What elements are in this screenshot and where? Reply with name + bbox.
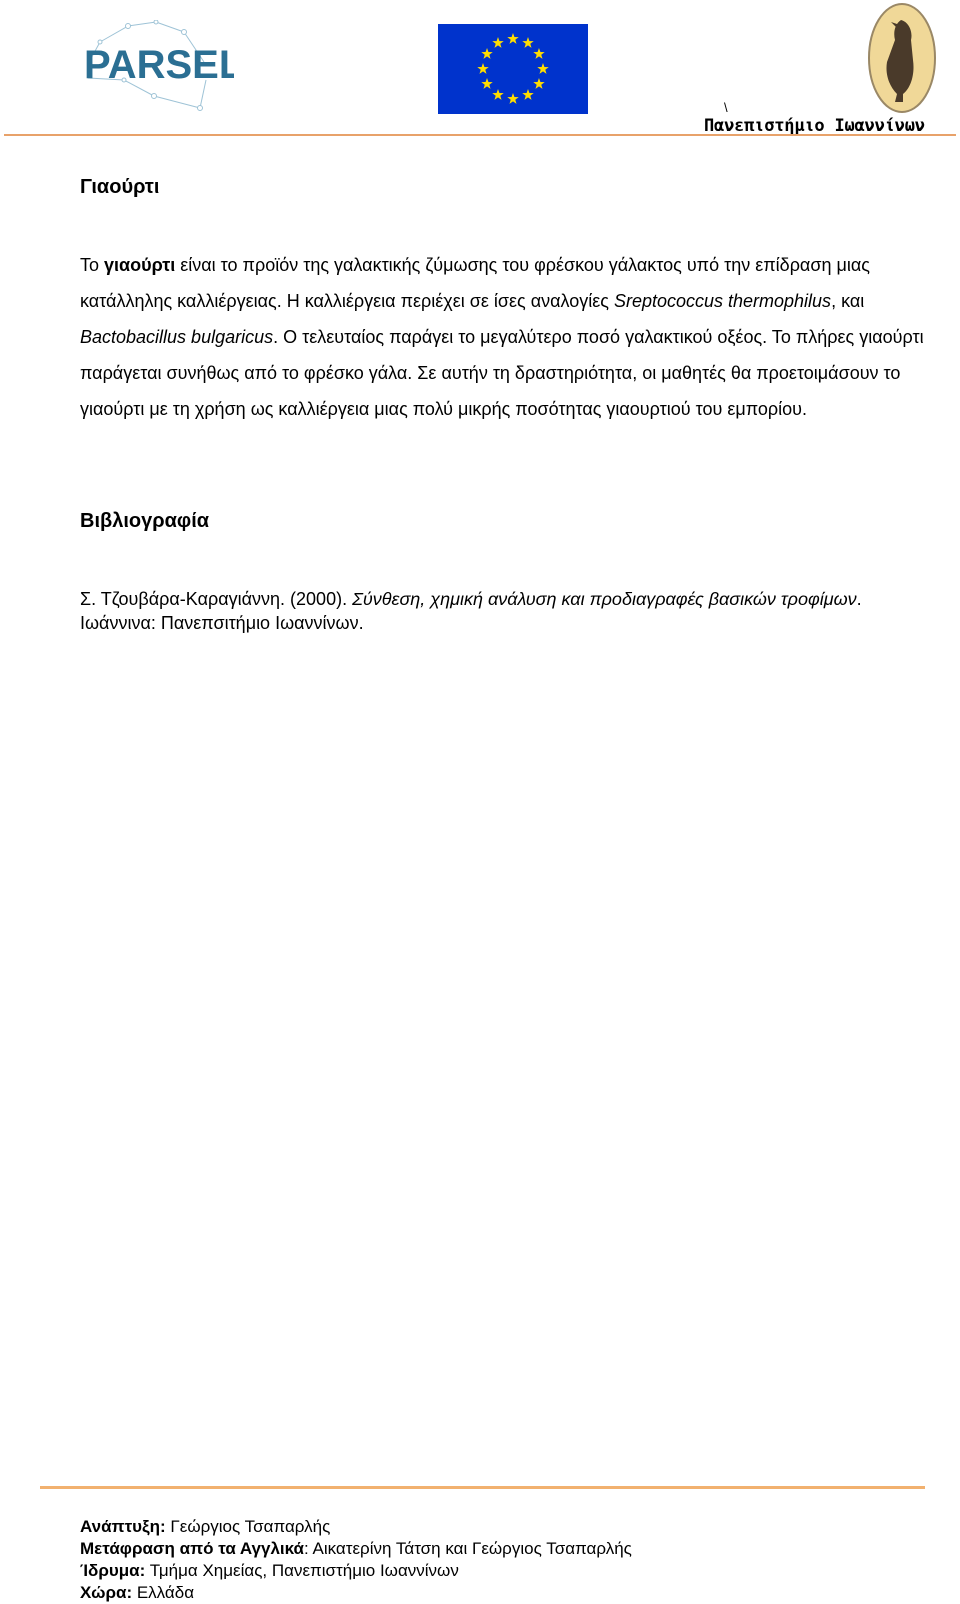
intro-species-streptococcus: Sreptococcus thermophilus [613,291,832,311]
intro-bold-yogurt: γιαούρτι [104,255,176,275]
intro-paragraph [80,247,932,427]
eu-flag-icon [438,24,588,114]
credit-development-label: Ανάπτυξη: [80,1517,166,1536]
intro-text-2: είναι το προϊόν της γαλακτικής ζύμωσης του φρέσκου γάλακτος υπό την επίδραση μιας κατάλληλης καλλιέργειας. Η καλλιέργεια περιέχει σε ίσες αναλογίες [80,255,870,311]
page-title: Γιαούρτι [80,176,160,198]
backslash-mark: \ [724,100,728,115]
reference-book-title: Σύνθεση, χημική ανάλυση και προδιαγραφές βασικών τροφίμων [352,589,857,609]
credit-development [80,1516,632,1538]
reference-publisher: . Ιωάννινα: Πανεπσιτήμιο Ιωαννίνων. [80,589,862,633]
credit-development-value: Γεώργιος Τσαπαρλής [165,1517,331,1536]
intro-text-1: Το [80,255,105,275]
parsel-logo-text: PARSEL [84,43,234,87]
credit-institution-label: Ίδρυμα: [80,1561,146,1580]
intro-text-3: , και [831,291,865,311]
credit-institution [80,1560,632,1582]
credit-translation-value: : Αικατερίνη Τάτση και Γεώργιος Τσαπαρλής [304,1539,632,1558]
footer-credits [80,1516,632,1604]
university-name: Πανεπιστήμιο Ιωαννίνων [704,116,925,136]
parsel-network-icon [84,20,234,116]
credit-translation [80,1538,632,1560]
parsel-logo [84,20,234,116]
credit-institution-value: Τμήμα Χημείας, Πανεπιστήμιο Ιωαννίνων [145,1561,459,1580]
credit-country-value: Ελλάδα [132,1583,195,1602]
reference-author: Σ. Τζουβάρα-Καραγιάννη. (2000). [80,589,353,609]
footer-divider [40,1486,925,1489]
intro-species-lactobacillus: Bactobacillus bulgaricus [80,327,274,347]
intro-text-4: . Ο τελευταίος παράγει το μεγαλύτερο ποσό γαλακτικού οξέος. Το πλήρες γιαούρτι παράγεται συνήθως από το φρέσκο γάλα. Σε αυτήν τη δραστηριότητα, οι μαθητές θα προετοιμάσουν το γιαούρτι με τη χρήση ως καλλιέργεια μιας πολύ μικρής ποσότητας γιαουρτιού του εμπορίου. [80,327,924,419]
bibliography-heading: Βιβλιογραφία [80,510,210,532]
credit-translation-label: Μετάφραση από τα Αγγλικά [80,1539,304,1558]
reference-entry [80,587,932,635]
header-divider [4,134,956,136]
credit-country-label: Χώρα: [80,1583,133,1602]
university-emblem-icon [867,2,937,114]
